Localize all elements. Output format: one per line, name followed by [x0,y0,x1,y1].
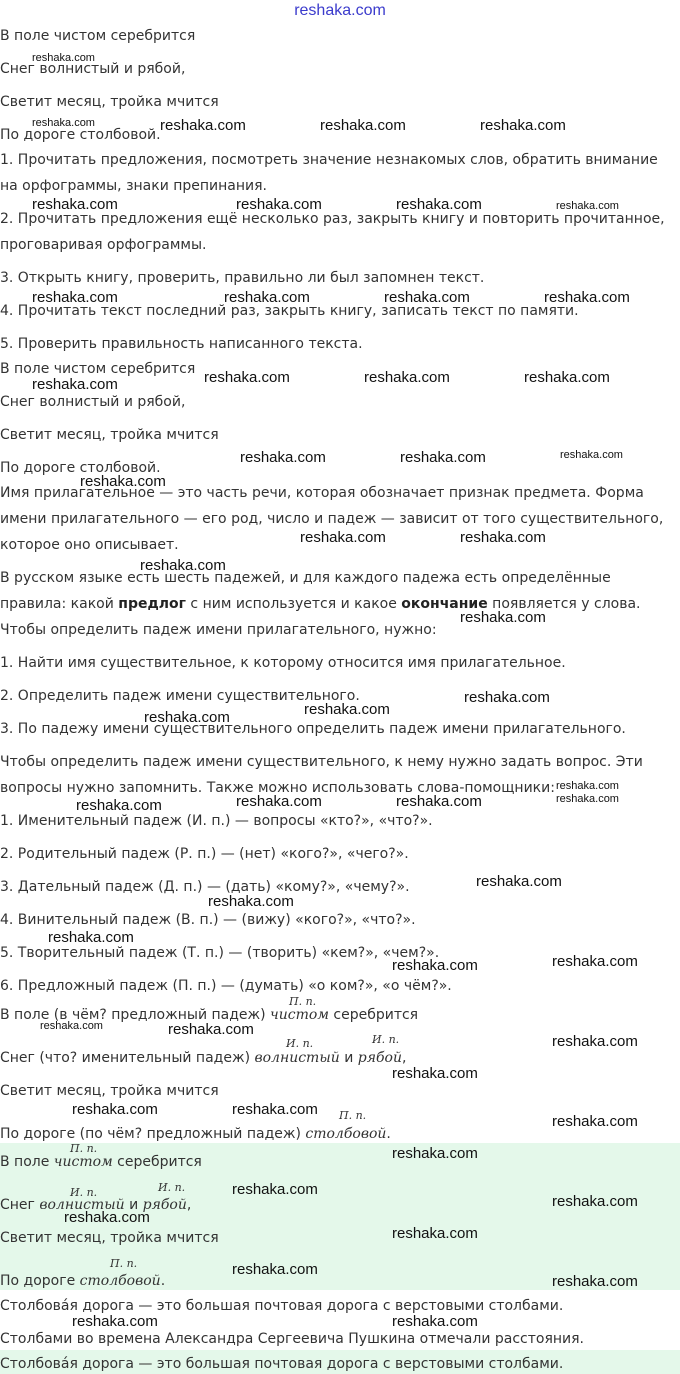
theory-line: В русском языке есть шесть падежей, и для каждого падежа есть определённые [0,570,611,586]
watermark: reshaka.com [300,529,386,546]
poem-line-1: В поле чистом серебрится [0,28,196,44]
case-label-pp: П. п. [110,1257,138,1270]
answer-line-1 [0,1153,202,1171]
text: правила: какой [0,596,119,612]
text: , [401,1050,407,1066]
text: и [339,1050,358,1066]
watermark: reshaka.com [556,793,619,805]
watermark: reshaka.com [392,1225,478,1242]
watermark: reshaka.com [460,529,546,546]
step-line: проговаривая орфограммы. [0,237,207,253]
step-line: 1. Прочитать предложения, посмотреть значение незнакомых слов, обратить внимание [0,152,658,168]
poem-line-2: Снег волнистый и рябой, [0,394,186,410]
text: с ним используется и какое [185,596,402,612]
watermark: reshaka.com [168,1021,254,1038]
step-line: 3. Открыть книгу, проверить, правильно ли был запомнен текст. [0,270,485,286]
answer-line-3: Светит месяц, тройка мчится [0,1230,219,1246]
watermark: reshaka.com [304,701,390,718]
watermark: reshaka.com [48,929,134,946]
text: . [386,1126,391,1142]
case-label-ip: И. п. [286,1037,314,1050]
watermark: reshaka.com [392,1313,478,1330]
watermark: reshaka.com [476,873,562,890]
text: По дороге [0,1273,80,1289]
watermark: reshaka.com [32,196,118,213]
watermark: reshaka.com [480,117,566,134]
case-label-ip: И. п. [158,1181,186,1194]
adjective: чистом [270,1007,329,1023]
watermark: reshaka.com [64,1209,150,1226]
watermark: reshaka.com [224,289,310,306]
adjective: рябой [357,1050,402,1066]
watermark: reshaka.com [392,1065,478,1082]
poem-line-3: Светит месяц, тройка мчится [0,427,219,443]
adjective: столбовой [305,1126,387,1142]
footnote-line: Столбами во времена Александра Сергеевича Пушкина отмечали расстояния. [0,1331,585,1347]
watermark: reshaka.com [236,793,322,810]
watermark: reshaka.com [364,369,450,386]
poem-line-1: В поле чистом серебрится [0,361,196,377]
adjective: волнистый [254,1050,340,1066]
poem-line-3: Светит месяц, тройка мчится [0,94,219,110]
watermark: reshaka.com [544,289,630,306]
watermark: reshaka.com [40,1020,103,1032]
watermark: reshaka.com [320,117,406,134]
text: Снег [0,1197,40,1213]
term-ending: окончание [401,596,488,612]
theory-line: вопросы нужно запомнить. Также можно использовать слова-помощники: [0,780,555,796]
theory-line: которое оно описывает. [0,537,179,553]
case-line: 4. Винительный падеж (В. п.) — (вижу) «кого?», «что?». [0,912,416,928]
step-line: 4. Прочитать текст последний раз, закрыть книгу, записать текст по памяти. [0,303,579,319]
watermark: reshaka.com [76,797,162,814]
text: , [186,1197,192,1213]
watermark: reshaka.com [384,289,470,306]
case-line: 6. Предложный падеж (П. п.) — (думать) «о ком?», «о чём?». [0,978,452,994]
watermark: reshaka.com [144,709,230,726]
watermark: reshaka.com [396,793,482,810]
algorithm-step: 2. Определить падеж имени существительного. [0,688,360,704]
watermark: reshaka.com [232,1261,318,1278]
case-label-ip: И. п. [372,1033,400,1046]
case-label-pp: П. п. [339,1109,367,1122]
text: и [124,1197,143,1213]
case-line: 1. Именительный падеж (И. п.) — вопросы «кто?», «что?». [0,813,433,829]
watermark: reshaka.com [208,893,294,910]
footnote-line: Столбова́я дорога — это большая почтовая дорога с верстовыми столбами. [0,1356,564,1372]
watermark: reshaka.com [552,1113,638,1130]
watermark: reshaka.com [32,117,95,129]
text: . [160,1273,166,1289]
text: В поле (в чём? предложный падеж) [0,1007,271,1023]
watermark: reshaka.com [556,780,619,792]
poem-line-4: По дороге столбовой. [0,127,161,143]
theory-line: имени прилагательного — его род, число и падеж — зависит от того существительного, [0,511,664,527]
watermark: reshaka.com [552,1273,638,1290]
adjective: чистом [53,1154,113,1170]
term-preposition: предлог [118,596,186,612]
answer-line-4 [0,1272,165,1290]
watermark: reshaka.com [72,1313,158,1330]
watermark: reshaka.com [32,289,118,306]
step-line: 5. Проверить правильность написанного текста. [0,336,363,352]
case-label-ip: И. п. [70,1186,98,1199]
analysis-line-2 [0,1049,406,1067]
text: Снег (что? именительный падеж) [0,1050,255,1066]
step-line: на орфограммы, знаки препинания. [0,178,268,194]
watermark: reshaka.com [552,953,638,970]
adjective: столбовой [79,1273,161,1289]
theory-line: Чтобы определить падеж имени прилагательного, нужно: [0,622,437,638]
site-header-logo[interactable]: reshaka.com [294,2,386,19]
watermark: reshaka.com [72,1101,158,1118]
case-label-pp: П. п. [70,1142,98,1155]
watermark: reshaka.com [32,376,118,393]
analysis-line-3: Светит месяц, тройка мчится [0,1083,219,1099]
algorithm-step: 1. Найти имя существительное, к которому относится имя прилагательное. [0,655,566,671]
algorithm-step: 3. По падежу имени существительного определить падеж имени прилагательного. [0,721,626,737]
watermark: reshaka.com [236,196,322,213]
watermark: reshaka.com [396,196,482,213]
watermark: reshaka.com [556,200,619,212]
text: серебрится [328,1007,419,1023]
footnote-line: Столбова́я дорога — это большая почтовая дорога с верстовыми столбами. [0,1298,564,1314]
text: серебрится [112,1154,202,1170]
text: появляется у слова. [487,596,641,612]
watermark: reshaka.com [204,369,290,386]
watermark: reshaka.com [80,473,166,490]
poem-line-2: Снег волнистый и рябой, [0,61,186,77]
case-line: 2. Родительный падеж (Р. п.) — (нет) «кого?», «чего?». [0,846,409,862]
theory-line: Имя прилагательное — это часть речи, которая обозначает признак предмета. Форма [0,485,644,501]
watermark: reshaka.com [160,117,246,134]
step-line: 2. Прочитать предложения ещё несколько раз, закрыть книгу и повторить прочитанное, [0,211,665,227]
watermark: reshaka.com [392,1145,478,1162]
watermark: reshaka.com [560,449,623,461]
text: По дороге (по чём? предложный падеж) [0,1126,306,1142]
watermark: reshaka.com [524,369,610,386]
watermark: reshaka.com [400,449,486,466]
poem-line-4: По дороге столбовой. [0,460,161,476]
adjective: рябой [142,1197,187,1213]
case-line: 3. Дательный падеж (Д. п.) — (дать) «кому?», «чему?». [0,879,410,895]
watermark: reshaka.com [460,609,546,626]
theory-line: Чтобы определить падеж имени существительного, к нему нужно задать вопрос. Эти [0,754,643,770]
watermark: reshaka.com [32,52,95,64]
watermark: reshaka.com [232,1101,318,1118]
case-label-pp: П. п. [289,995,317,1008]
adjective: волнистый [39,1197,125,1213]
watermark: reshaka.com [552,1033,638,1050]
watermark: reshaka.com [240,449,326,466]
text: В поле [0,1154,54,1170]
watermark: reshaka.com [232,1181,318,1198]
case-line: 5. Творительный падеж (Т. п.) — (творить) «кем?», «чем?». [0,945,440,961]
analysis-line-4 [0,1125,391,1143]
watermark: reshaka.com [464,689,550,706]
watermark: reshaka.com [552,1193,638,1210]
watermark: reshaka.com [140,557,226,574]
watermark: reshaka.com [392,957,478,974]
